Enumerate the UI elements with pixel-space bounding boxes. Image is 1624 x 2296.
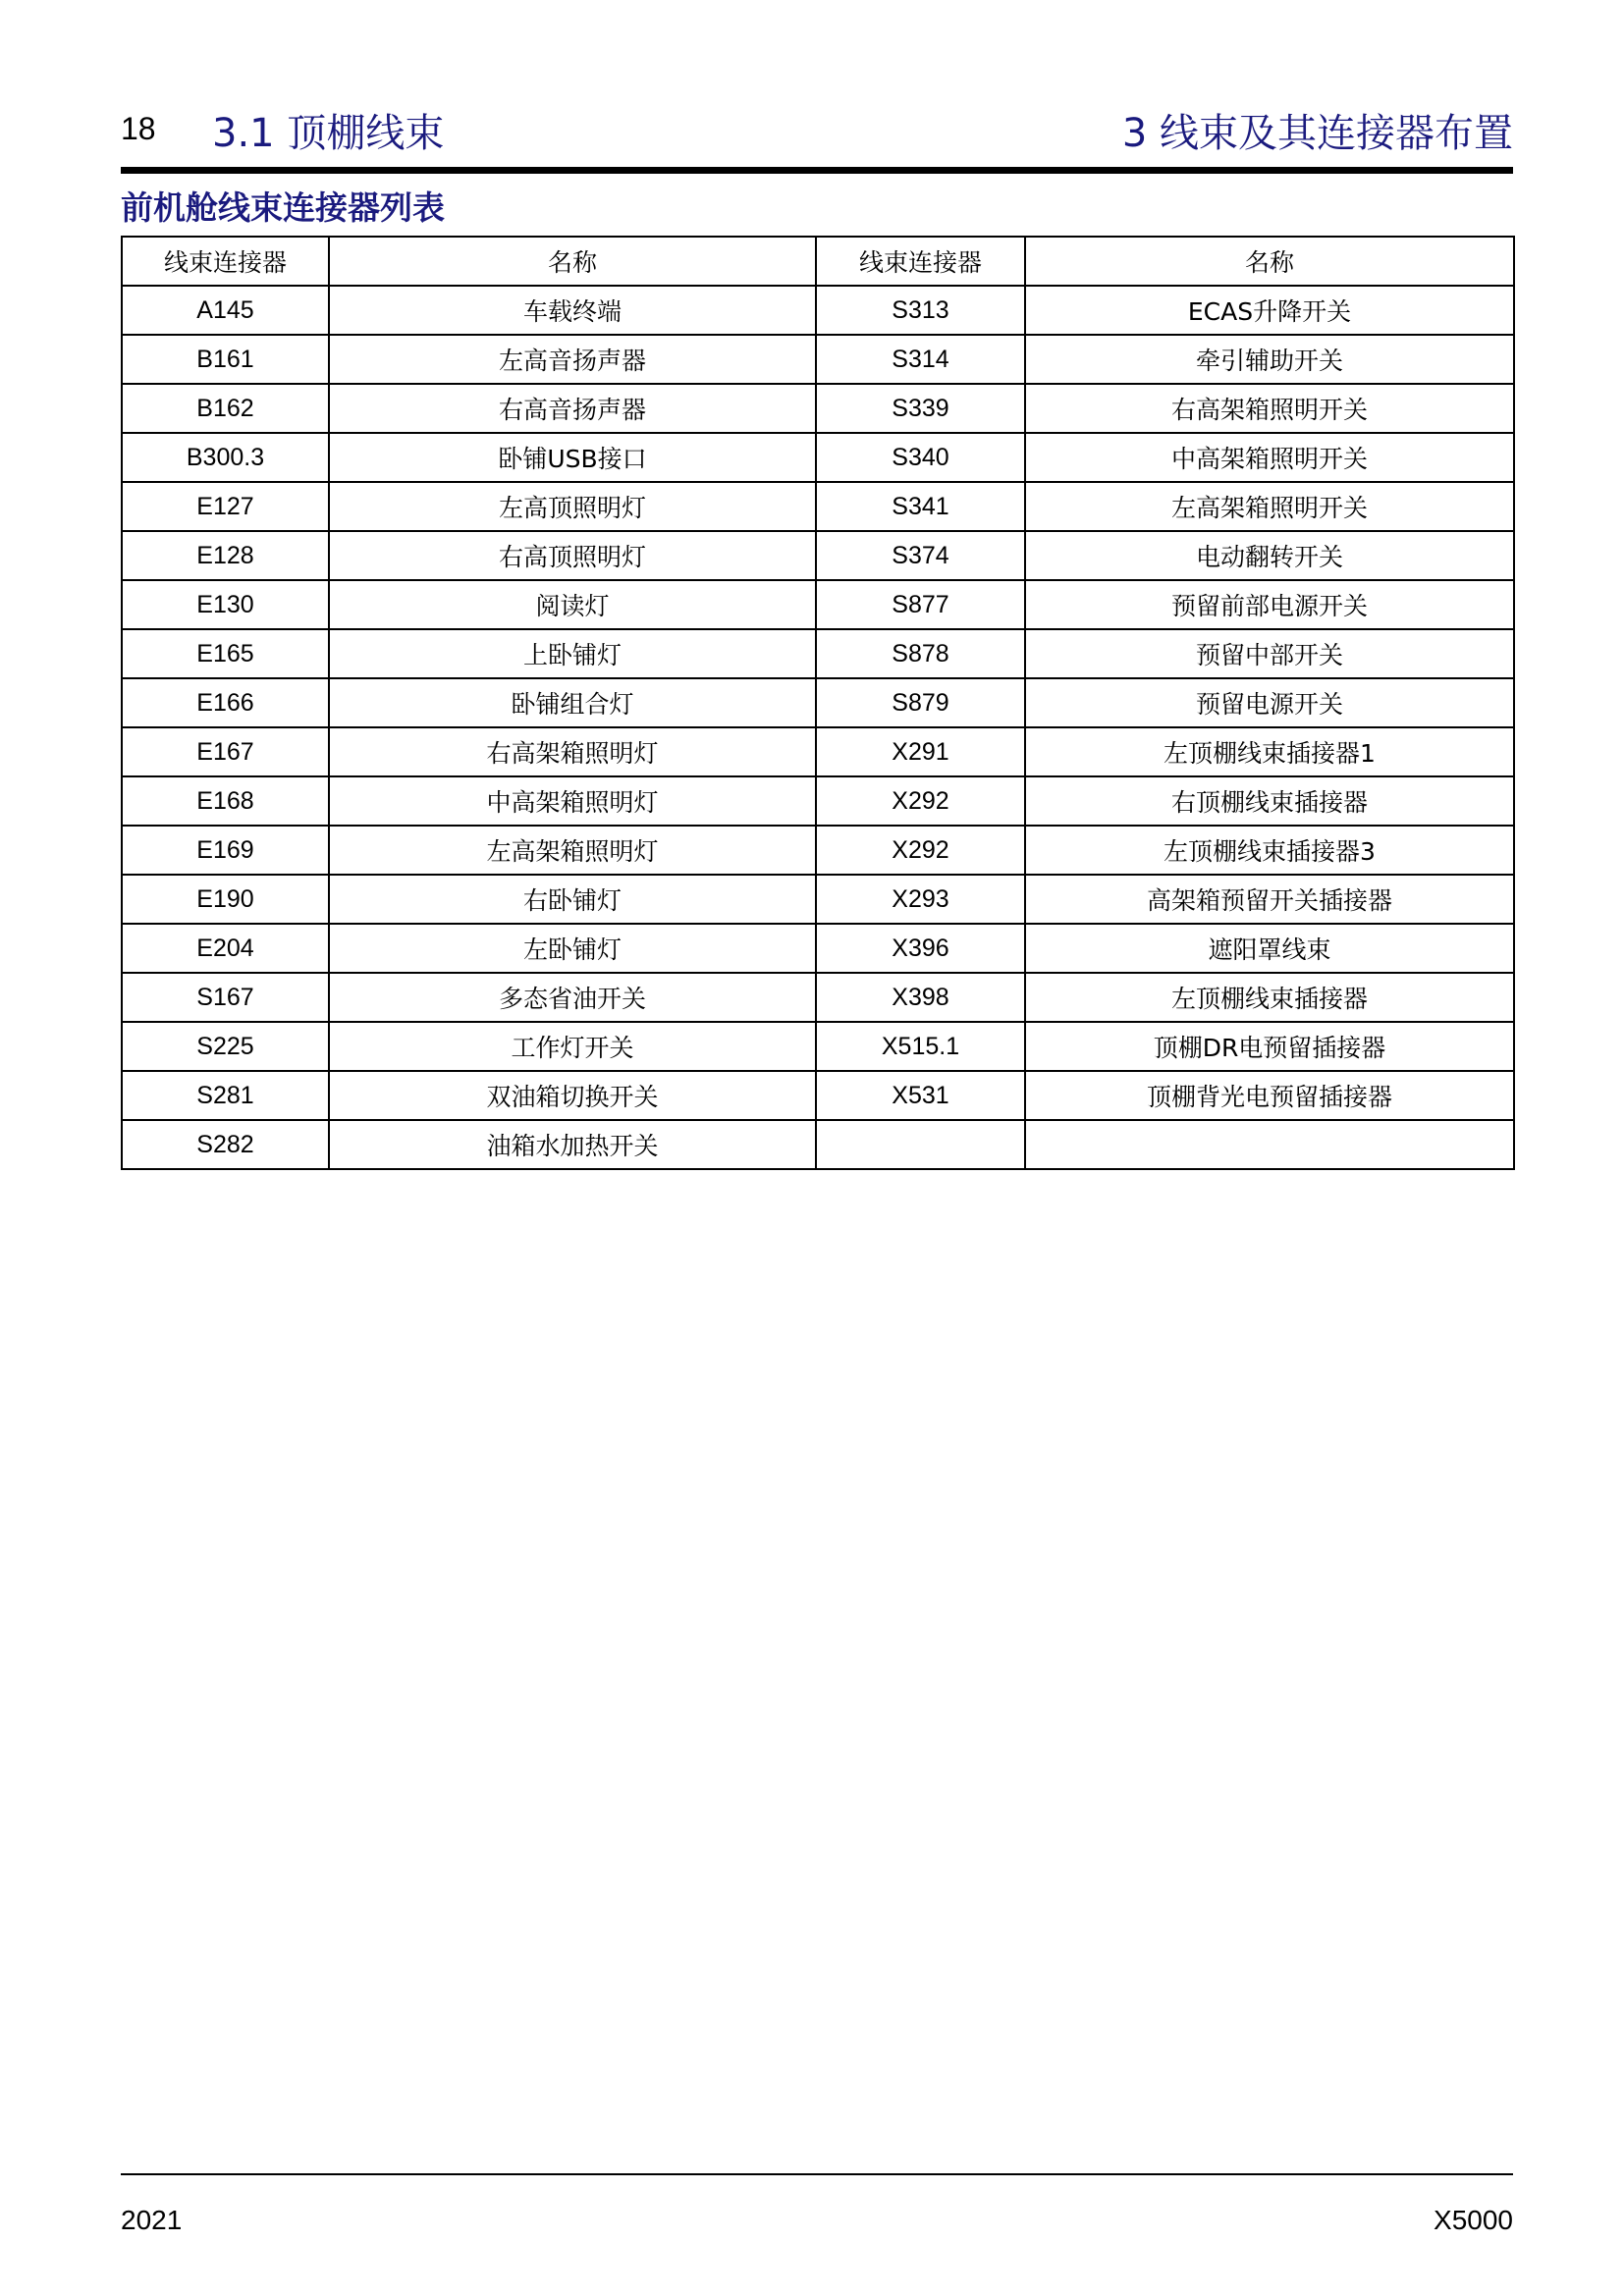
connector-name-cell: 右高顶照明灯 <box>329 531 816 580</box>
connector-code-cell: E166 <box>122 678 329 727</box>
connector-name-cell: 左卧铺灯 <box>329 924 816 973</box>
connector-name-cell: 电动翻转开关 <box>1025 531 1514 580</box>
table-row <box>122 531 1514 580</box>
connector-name-cell: 卧铺组合灯 <box>329 678 816 727</box>
connector-name-cell: 顶棚背光电预留插接器 <box>1025 1071 1514 1120</box>
table-row <box>122 973 1514 1022</box>
connector-name-cell: 左顶棚线束插接器3 <box>1025 826 1514 875</box>
connector-code-cell: E190 <box>122 875 329 924</box>
connector-name-cell: 双油箱切换开关 <box>329 1071 816 1120</box>
connector-name-cell: 牵引辅助开关 <box>1025 335 1514 384</box>
table-row <box>122 826 1514 875</box>
connector-name-cell: 预留前部电源开关 <box>1025 580 1514 629</box>
connector-name-cell: ECAS升降开关 <box>1025 286 1514 335</box>
page-number: 18 <box>121 111 156 146</box>
connector-code-cell <box>816 1120 1025 1169</box>
header-rule <box>121 167 1513 174</box>
connector-name-cell: 左高架箱照明开关 <box>1025 482 1514 531</box>
table-row <box>122 1022 1514 1071</box>
connector-code-cell: B300.3 <box>122 433 329 482</box>
connector-name-cell: 左高音扬声器 <box>329 335 816 384</box>
column-header-connector: 线束连接器 <box>122 237 329 286</box>
connector-name-cell: 遮阳罩线束 <box>1025 924 1514 973</box>
connector-name-cell: 预留电源开关 <box>1025 678 1514 727</box>
connector-code-cell: X292 <box>816 776 1025 826</box>
column-header-name: 名称 <box>329 237 816 286</box>
table-row <box>122 776 1514 826</box>
column-header-name: 名称 <box>1025 237 1514 286</box>
connector-code-cell: S281 <box>122 1071 329 1120</box>
table-row <box>122 1120 1514 1169</box>
connector-name-cell: 右高架箱照明灯 <box>329 727 816 776</box>
connector-code-cell: X293 <box>816 875 1025 924</box>
connector-code-cell: S339 <box>816 384 1025 433</box>
connector-code-cell: E165 <box>122 629 329 678</box>
connector-code-cell: X531 <box>816 1071 1025 1120</box>
table-body <box>122 286 1514 1169</box>
connector-name-cell: 卧铺USB接口 <box>329 433 816 482</box>
connector-name-cell: 油箱水加热开关 <box>329 1120 816 1169</box>
connector-code-cell: S225 <box>122 1022 329 1071</box>
connector-code-cell: X292 <box>816 826 1025 875</box>
connector-name-cell: 右高音扬声器 <box>329 384 816 433</box>
connector-code-cell: E167 <box>122 727 329 776</box>
connector-code-cell: B162 <box>122 384 329 433</box>
connector-name-cell: 右卧铺灯 <box>329 875 816 924</box>
table-row <box>122 335 1514 384</box>
table-row <box>122 433 1514 482</box>
connector-name-cell: 右高架箱照明开关 <box>1025 384 1514 433</box>
connector-code-cell: S374 <box>816 531 1025 580</box>
connector-name-cell: 预留中部开关 <box>1025 629 1514 678</box>
table-row <box>122 629 1514 678</box>
connector-name-cell: 左顶棚线束插接器1 <box>1025 727 1514 776</box>
connector-name-cell: 顶棚DR电预留插接器 <box>1025 1022 1514 1071</box>
connector-name-cell: 阅读灯 <box>329 580 816 629</box>
table-row <box>122 727 1514 776</box>
footer-rule <box>121 2173 1513 2175</box>
connector-code-cell: B161 <box>122 335 329 384</box>
connector-code-cell: A145 <box>122 286 329 335</box>
connector-name-cell: 车载终端 <box>329 286 816 335</box>
connector-name-cell: 上卧铺灯 <box>329 629 816 678</box>
connector-code-cell: E169 <box>122 826 329 875</box>
table-row <box>122 875 1514 924</box>
connector-code-cell: E168 <box>122 776 329 826</box>
table-title: 前机舱线束连接器列表 <box>121 188 445 227</box>
footer-model: X5000 <box>1434 2205 1513 2235</box>
connector-name-cell: 左高顶照明灯 <box>329 482 816 531</box>
page-header <box>121 98 1513 159</box>
connector-code-cell: X396 <box>816 924 1025 973</box>
connector-code-cell: E130 <box>122 580 329 629</box>
connector-code-cell: X291 <box>816 727 1025 776</box>
connector-code-cell: E204 <box>122 924 329 973</box>
connector-code-cell: S878 <box>816 629 1025 678</box>
column-header-connector: 线束连接器 <box>816 237 1025 286</box>
connector-name-cell: 多态省油开关 <box>329 973 816 1022</box>
table-row <box>122 924 1514 973</box>
table-row <box>122 482 1514 531</box>
table-row <box>122 384 1514 433</box>
connector-name-cell: 高架箱预留开关插接器 <box>1025 875 1514 924</box>
section-title: 3.1 顶棚线束 <box>212 111 445 156</box>
footer-year: 2021 <box>121 2205 183 2235</box>
table-row <box>122 1071 1514 1120</box>
connector-code-cell: S341 <box>816 482 1025 531</box>
connector-code-cell: X515.1 <box>816 1022 1025 1071</box>
table-header-row <box>122 237 1514 286</box>
table-row <box>122 286 1514 335</box>
table-row <box>122 580 1514 629</box>
connector-code-cell: S282 <box>122 1120 329 1169</box>
connector-name-cell: 右顶棚线束插接器 <box>1025 776 1514 826</box>
connector-code-cell: S340 <box>816 433 1025 482</box>
connector-code-cell: E127 <box>122 482 329 531</box>
connector-name-cell: 左顶棚线束插接器 <box>1025 973 1514 1022</box>
chapter-title: 3 线束及其连接器布置 <box>1121 111 1513 156</box>
connector-code-cell: X398 <box>816 973 1025 1022</box>
connector-code-cell: S313 <box>816 286 1025 335</box>
connector-code-cell: S877 <box>816 580 1025 629</box>
table-row <box>122 678 1514 727</box>
connector-name-cell: 工作灯开关 <box>329 1022 816 1071</box>
connector-name-cell: 中高架箱照明开关 <box>1025 433 1514 482</box>
connector-name-cell <box>1025 1120 1514 1169</box>
connector-code-cell: S167 <box>122 973 329 1022</box>
connector-code-cell: E128 <box>122 531 329 580</box>
connector-name-cell: 左高架箱照明灯 <box>329 826 816 875</box>
connector-name-cell: 中高架箱照明灯 <box>329 776 816 826</box>
connector-table <box>121 236 1515 1170</box>
connector-code-cell: S879 <box>816 678 1025 727</box>
connector-code-cell: S314 <box>816 335 1025 384</box>
